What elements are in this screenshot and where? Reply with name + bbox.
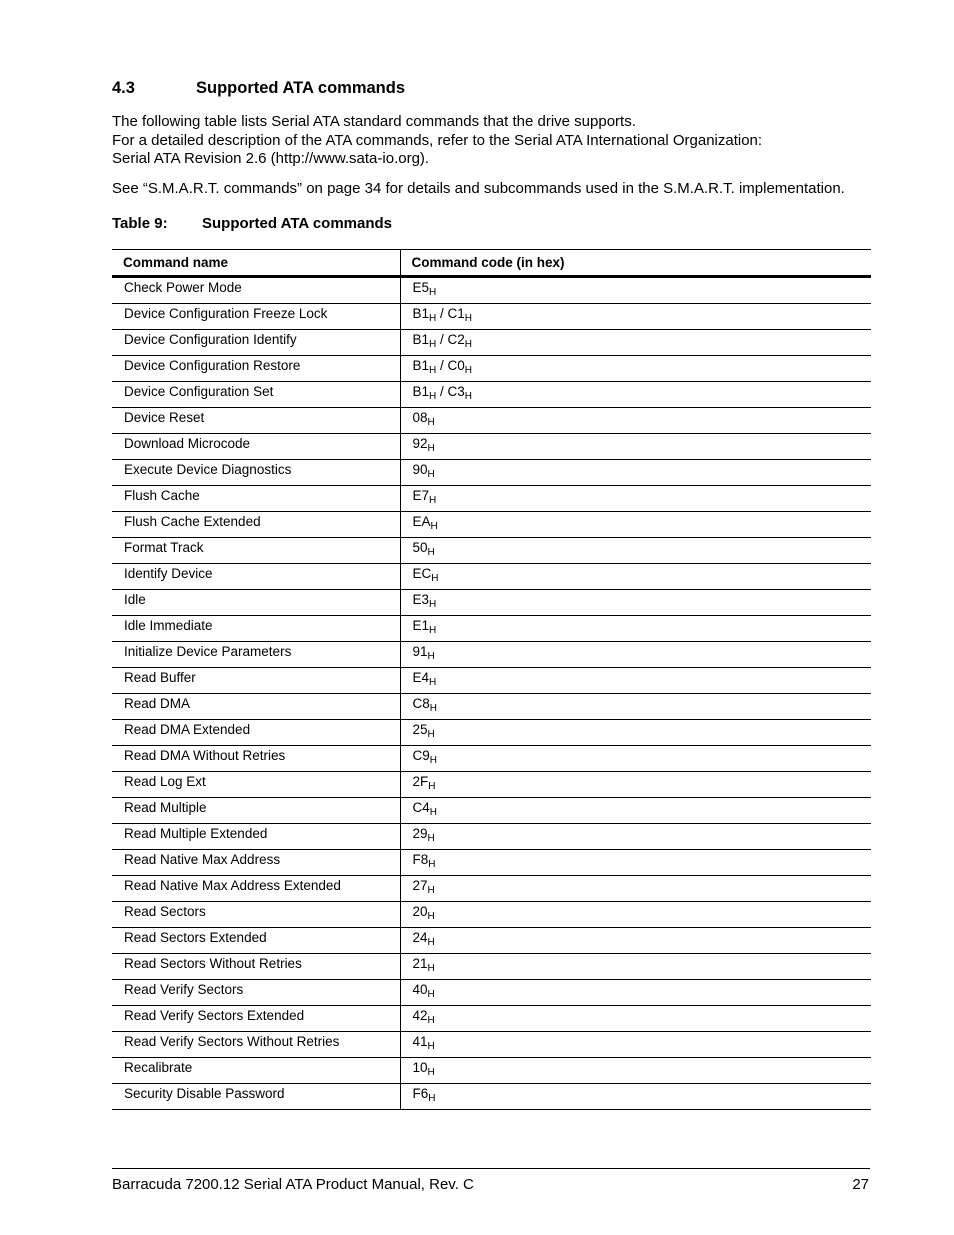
command-name-cell: Device Configuration Freeze Lock bbox=[112, 304, 400, 330]
command-name-cell: Read Sectors bbox=[112, 902, 400, 928]
table-row bbox=[112, 304, 871, 330]
command-name-cell: Read DMA bbox=[112, 694, 400, 720]
hex-subscript: H bbox=[427, 1015, 435, 1026]
hex-code: E5 bbox=[412, 280, 430, 295]
hex-subscript: H bbox=[427, 989, 435, 1000]
hex-code: C4 bbox=[412, 800, 430, 815]
command-code-cell bbox=[400, 746, 871, 772]
command-code-cell bbox=[400, 902, 871, 928]
command-code-cell bbox=[400, 304, 871, 330]
command-name-cell: Device Reset bbox=[112, 408, 400, 434]
table-row bbox=[112, 1084, 871, 1110]
hex-code: B1 bbox=[412, 306, 430, 321]
command-code-cell bbox=[400, 382, 871, 408]
command-name-cell: Read Native Max Address bbox=[112, 850, 400, 876]
command-code-cell bbox=[400, 954, 871, 980]
table-row bbox=[112, 330, 871, 356]
hex-subscript: H bbox=[428, 1093, 436, 1104]
command-code-cell bbox=[400, 486, 871, 512]
hex-subscript: H bbox=[429, 677, 437, 688]
hex-code: C8 bbox=[412, 696, 430, 711]
hex-code: C9 bbox=[412, 748, 430, 763]
command-name-cell: Identify Device bbox=[112, 564, 400, 590]
command-name-cell: Read Sectors Without Retries bbox=[112, 954, 400, 980]
command-name-cell: Idle bbox=[112, 590, 400, 616]
hex-code: E1 bbox=[412, 618, 430, 633]
command-name-cell: Read Verify Sectors bbox=[112, 980, 400, 1006]
command-name-cell: Flush Cache Extended bbox=[112, 512, 400, 538]
hex-code: 2F bbox=[412, 774, 429, 789]
hex-code: F6 bbox=[412, 1086, 429, 1101]
table-row bbox=[112, 876, 871, 902]
hex-code: 41 bbox=[412, 1034, 428, 1049]
hex-code: 29 bbox=[412, 826, 428, 841]
hex-subscript: H bbox=[429, 625, 437, 636]
hex-code: C3 bbox=[447, 384, 465, 399]
table-row bbox=[112, 538, 871, 564]
code-separator: / bbox=[436, 306, 448, 321]
table-row bbox=[112, 694, 871, 720]
hex-code: EC bbox=[412, 566, 432, 581]
hex-subscript: H bbox=[427, 885, 435, 896]
command-code-cell bbox=[400, 330, 871, 356]
hex-subscript: H bbox=[430, 521, 438, 532]
hex-subscript: H bbox=[429, 703, 437, 714]
page-number: 27 bbox=[852, 1176, 869, 1193]
table-row bbox=[112, 460, 871, 486]
hex-code: 25 bbox=[412, 722, 428, 737]
hex-code: B1 bbox=[412, 384, 430, 399]
command-name-cell: Read Verify Sectors Extended bbox=[112, 1006, 400, 1032]
hex-subscript: H bbox=[429, 391, 437, 402]
hex-code: F8 bbox=[412, 852, 429, 867]
command-name-cell: Device Configuration Restore bbox=[112, 356, 400, 382]
command-code-cell bbox=[400, 850, 871, 876]
command-code-cell bbox=[400, 1032, 871, 1058]
hex-code: E4 bbox=[412, 670, 430, 685]
hex-code: C2 bbox=[447, 332, 465, 347]
command-code-cell bbox=[400, 538, 871, 564]
command-code-cell bbox=[400, 460, 871, 486]
hex-code: 40 bbox=[412, 982, 428, 997]
hex-code: B1 bbox=[412, 332, 430, 347]
hex-code: 20 bbox=[412, 904, 428, 919]
hex-subscript: H bbox=[427, 547, 435, 558]
table-row bbox=[112, 616, 871, 642]
code-separator: / bbox=[436, 358, 448, 373]
command-code-cell bbox=[400, 434, 871, 460]
table-row bbox=[112, 928, 871, 954]
code-separator: / bbox=[436, 384, 448, 399]
table-row bbox=[112, 798, 871, 824]
table-row bbox=[112, 902, 871, 928]
hex-code: 27 bbox=[412, 878, 428, 893]
hex-subscript: H bbox=[427, 963, 435, 974]
command-code-cell bbox=[400, 1058, 871, 1084]
hex-subscript: H bbox=[429, 313, 437, 324]
hex-subscript: H bbox=[427, 1041, 435, 1052]
table-caption-title: Supported ATA commands bbox=[202, 215, 393, 232]
command-name-cell: Execute Device Diagnostics bbox=[112, 460, 400, 486]
code-separator: / bbox=[436, 332, 448, 347]
command-code-cell bbox=[400, 564, 871, 590]
hex-code: E7 bbox=[412, 488, 430, 503]
intro-paragraph bbox=[112, 113, 762, 169]
hex-code: 90 bbox=[412, 462, 428, 477]
hex-code: 92 bbox=[412, 436, 428, 451]
section-heading bbox=[112, 79, 405, 98]
command-code-cell bbox=[400, 356, 871, 382]
command-name-cell: Read DMA Extended bbox=[112, 720, 400, 746]
table-row bbox=[112, 590, 871, 616]
table-row bbox=[112, 486, 871, 512]
table-row bbox=[112, 720, 871, 746]
command-code-cell bbox=[400, 616, 871, 642]
command-name-cell: Flush Cache bbox=[112, 486, 400, 512]
intro-line: For a detailed description of the ATA commands, refer to the Serial ATA International Organization: bbox=[112, 131, 763, 149]
hex-subscript: H bbox=[429, 287, 437, 298]
command-name-cell: Format Track bbox=[112, 538, 400, 564]
table-row bbox=[112, 564, 871, 590]
hex-code: 24 bbox=[412, 930, 428, 945]
command-code-cell bbox=[400, 928, 871, 954]
hex-subscript: H bbox=[428, 781, 436, 792]
command-name-cell: Device Configuration Identify bbox=[112, 330, 400, 356]
table-row bbox=[112, 668, 871, 694]
table-row bbox=[112, 434, 871, 460]
column-header-command-name: Command name bbox=[112, 250, 400, 277]
hex-subscript: H bbox=[427, 911, 435, 922]
hex-subscript: H bbox=[429, 365, 437, 376]
table-row bbox=[112, 824, 871, 850]
command-name-cell: Read DMA Without Retries bbox=[112, 746, 400, 772]
hex-subscript: H bbox=[464, 391, 473, 402]
hex-subscript: H bbox=[464, 365, 473, 376]
command-name-cell: Read Native Max Address Extended bbox=[112, 876, 400, 902]
command-code-cell bbox=[400, 1006, 871, 1032]
command-code-cell bbox=[400, 720, 871, 746]
table-caption bbox=[112, 215, 392, 232]
footer-divider bbox=[112, 1168, 870, 1169]
table-row bbox=[112, 642, 871, 668]
command-code-cell bbox=[400, 694, 871, 720]
hex-subscript: H bbox=[431, 573, 439, 584]
hex-subscript: H bbox=[427, 833, 435, 844]
table-body bbox=[112, 277, 871, 1110]
hex-code: 08 bbox=[412, 410, 428, 425]
table-row bbox=[112, 772, 871, 798]
hex-subscript: H bbox=[429, 339, 437, 350]
hex-subscript: H bbox=[427, 937, 435, 948]
table-row bbox=[112, 1006, 871, 1032]
section-title: Supported ATA commands bbox=[196, 79, 406, 97]
command-name-cell: Device Configuration Set bbox=[112, 382, 400, 408]
command-code-cell bbox=[400, 277, 871, 304]
table-row bbox=[112, 356, 871, 382]
hex-subscript: H bbox=[429, 495, 437, 506]
hex-subscript: H bbox=[427, 729, 435, 740]
hex-subscript: H bbox=[427, 417, 435, 428]
column-header-command-code: Command code (in hex) bbox=[400, 250, 871, 277]
section-number: 4.3 bbox=[112, 79, 135, 97]
hex-code: 21 bbox=[412, 956, 428, 971]
hex-subscript: H bbox=[429, 755, 437, 766]
command-code-cell bbox=[400, 798, 871, 824]
command-name-cell: Security Disable Password bbox=[112, 1084, 400, 1110]
command-code-cell bbox=[400, 408, 871, 434]
table-row bbox=[112, 746, 871, 772]
table-row bbox=[112, 1032, 871, 1058]
command-name-cell: Read Multiple Extended bbox=[112, 824, 400, 850]
command-code-cell bbox=[400, 590, 871, 616]
hex-subscript: H bbox=[429, 807, 437, 818]
footer-title: Barracuda 7200.12 Serial ATA Product Manual, Rev. C bbox=[112, 1176, 474, 1193]
command-name-cell: Check Power Mode bbox=[112, 277, 400, 304]
hex-subscript: H bbox=[429, 599, 437, 610]
command-code-cell bbox=[400, 772, 871, 798]
command-name-cell: Read Sectors Extended bbox=[112, 928, 400, 954]
table-row bbox=[112, 954, 871, 980]
table-row bbox=[112, 408, 871, 434]
table-row bbox=[112, 512, 871, 538]
intro-line: The following table lists Serial ATA standard commands that the drive supports. bbox=[112, 113, 636, 130]
command-code-cell bbox=[400, 1084, 871, 1110]
hex-subscript: H bbox=[427, 1067, 435, 1078]
table-row bbox=[112, 382, 871, 408]
hex-subscript: H bbox=[428, 859, 436, 870]
hex-subscript: H bbox=[427, 651, 435, 662]
hex-code: 50 bbox=[412, 540, 428, 555]
command-name-cell: Recalibrate bbox=[112, 1058, 400, 1084]
hex-subscript: H bbox=[464, 339, 473, 350]
hex-subscript: H bbox=[427, 469, 435, 480]
table-row bbox=[112, 277, 871, 304]
ata-commands-table bbox=[112, 249, 871, 1110]
intro-line: Serial ATA Revision 2.6 (http://www.sata-io.org). bbox=[112, 150, 430, 167]
command-code-cell bbox=[400, 824, 871, 850]
command-name-cell: Read Verify Sectors Without Retries bbox=[112, 1032, 400, 1058]
command-code-cell bbox=[400, 642, 871, 668]
command-name-cell: Idle Immediate bbox=[112, 616, 400, 642]
table-row bbox=[112, 850, 871, 876]
command-name-cell: Download Microcode bbox=[112, 434, 400, 460]
table-caption-label: Table 9: bbox=[112, 215, 168, 232]
command-name-cell: Initialize Device Parameters bbox=[112, 642, 400, 668]
command-name-cell: Read Multiple bbox=[112, 798, 400, 824]
hex-code: C1 bbox=[447, 306, 465, 321]
smart-reference-text: See “S.M.A.R.T. commands” on page 34 for details and subcommands used in the S.M.A.R.T. implementation. bbox=[112, 180, 845, 197]
hex-subscript: H bbox=[427, 443, 435, 454]
hex-code: 91 bbox=[412, 644, 428, 659]
hex-subscript: H bbox=[464, 313, 473, 324]
command-code-cell bbox=[400, 980, 871, 1006]
table-header-row bbox=[112, 250, 871, 277]
hex-code: 10 bbox=[412, 1060, 428, 1075]
hex-code: B1 bbox=[412, 358, 430, 373]
hex-code: EA bbox=[412, 514, 431, 529]
command-code-cell bbox=[400, 512, 871, 538]
hex-code: C0 bbox=[447, 358, 465, 373]
smart-reference-paragraph bbox=[112, 180, 845, 199]
command-code-cell bbox=[400, 876, 871, 902]
table-row bbox=[112, 1058, 871, 1084]
command-code-cell bbox=[400, 668, 871, 694]
hex-code: 42 bbox=[412, 1008, 428, 1023]
table-row bbox=[112, 980, 871, 1006]
command-name-cell: Read Buffer bbox=[112, 668, 400, 694]
command-name-cell: Read Log Ext bbox=[112, 772, 400, 798]
hex-code: E3 bbox=[412, 592, 430, 607]
